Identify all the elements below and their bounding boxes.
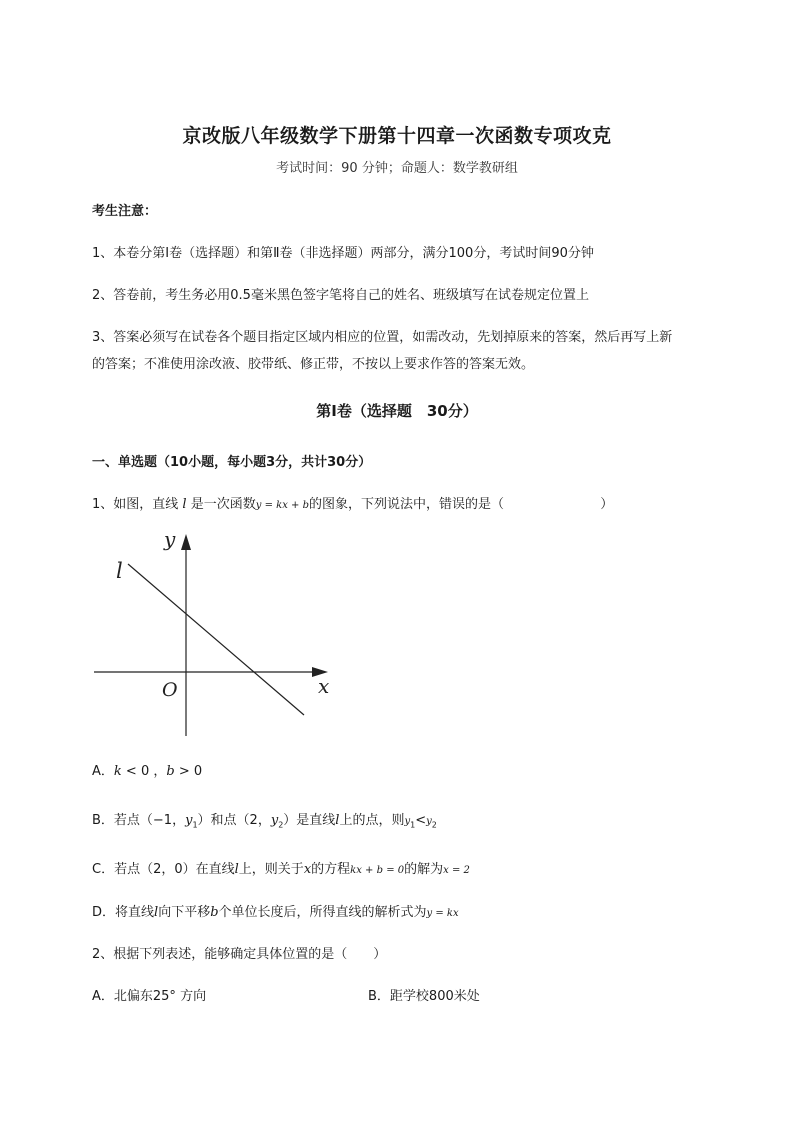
- notice-item-1: 1、本卷分第Ⅰ卷（选择题）和第Ⅱ卷（非选择题）两部分，满分100分，考试时间90分钟: [92, 246, 594, 261]
- page-title: 京改版八年级数学下册第十四章一次函数专项攻克: [182, 125, 612, 147]
- y-axis-label: y: [164, 528, 176, 551]
- q1-option-c[interactable]: C．若点（2，0）在直线l上，则关于x的方程kx + b = 0的解为x = 2: [92, 862, 470, 877]
- q2-option-a[interactable]: A．北偏东25° 方向: [92, 989, 207, 1004]
- notice-item-3: 3、答案必须写在试卷各个题目指定区域内相应的位置，如需改动，先划掉原来的答案，然后再写上新: [92, 330, 673, 345]
- origin-label: O: [162, 679, 178, 701]
- question-2-stem: 2、根据下列表述，能够确定具体位置的是（ ）: [92, 947, 387, 962]
- notice-heading: 考生注意：: [92, 204, 158, 219]
- question-1-stem: 1、如图，直线 l 是一次函数y = kx + b的图象，下列说法中，错误的是（ ）: [92, 497, 614, 512]
- exam-info: 考试时间：90 分钟；命题人：数学教研组: [276, 161, 518, 176]
- part-title: 一、单选题（10小题，每小题3分，共计30分）: [92, 455, 372, 470]
- q2-option-b[interactable]: B．距学校800米处: [368, 989, 480, 1004]
- section-title: 第Ⅰ卷（选择题 30分）: [316, 402, 478, 420]
- x-axis-label: x: [318, 674, 330, 698]
- q1-option-d[interactable]: D．将直线l向下平移b个单位长度后，所得直线的解析式为y = kx: [92, 905, 459, 920]
- notice-item-3-cont: 的答案；不准使用涂改液、胶带纸、修正带，不按以上要求作答的答案无效。: [92, 357, 535, 372]
- line-l: [128, 564, 304, 715]
- line-label: l: [116, 559, 123, 583]
- q1-option-b[interactable]: B．若点（−1，$y_1$）和点（2，$y_2$）是直线l上的点，则$y_1<y_2$: [92, 813, 437, 830]
- q1-option-a[interactable]: A．k < 0 ，b > 0: [92, 764, 203, 779]
- notice-item-2: 2、答卷前，考生务必用0.5毫米黑色签字笔将自己的姓名、班级填写在试卷规定位置上: [92, 288, 589, 303]
- function-graph: [90, 528, 340, 743]
- y-axis-arrow: [181, 534, 191, 550]
